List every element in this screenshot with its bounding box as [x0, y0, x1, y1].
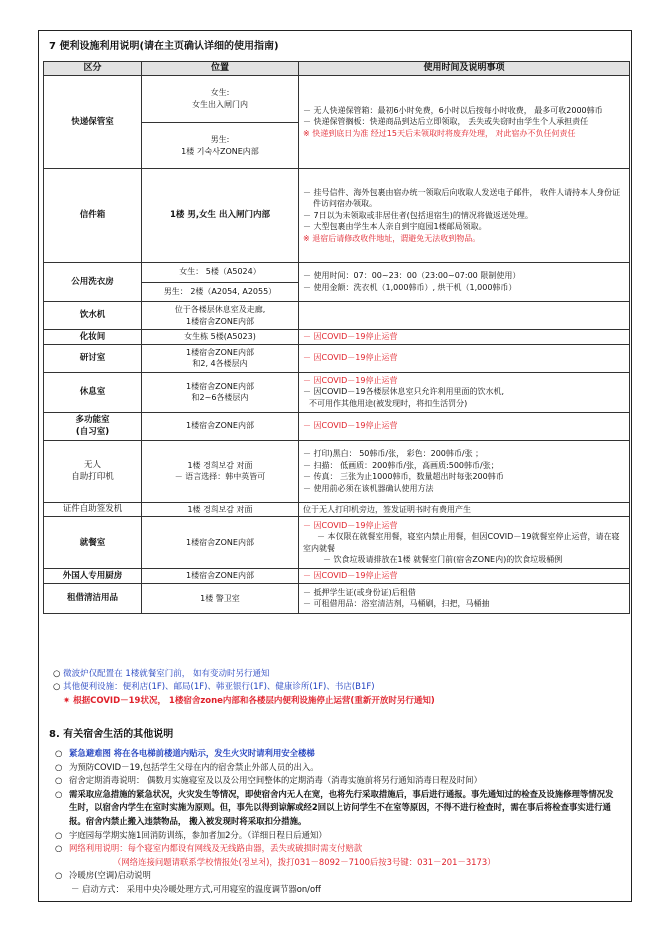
circle-bullet-icon: ○: [53, 682, 61, 693]
loc-mailbox: 1楼 男,女生 出入闸门内部: [142, 169, 299, 263]
rental-line-2: － 可租借用品：浴室清洁剂，马桶刷，扫把，马桶抽: [303, 599, 490, 609]
loc-rental: 1楼 警卫室: [142, 583, 299, 613]
cat-kitchen: 外国人专用厨房: [44, 569, 142, 584]
loc-water: 位于各楼层休息室及走廊, 1楼宿舍ZONE内部: [142, 302, 299, 330]
table-row-makeup: [44, 330, 630, 345]
page: [38, 30, 632, 902]
loc-study: 1楼宿舍ZONE内部: [142, 412, 299, 440]
circle-bullet-icon: ○: [55, 761, 63, 772]
section7-title: 7 便利设施利用说明(请在主页确认详细的使用指南): [49, 41, 279, 52]
list-item: ○ 宇庭园每学期实施1回消防训练，参加者加2分。（详细日程日后通知）: [55, 829, 621, 843]
mailbox-line-3: － 大型包裹由学生本人亲自到宇庭园1楼邮局领取。: [303, 222, 487, 232]
table-row-locker: [44, 76, 630, 169]
table-row-seminar: [44, 344, 630, 372]
circle-bullet-icon: ○: [55, 748, 63, 758]
lounge-line-1: － 因COVID－19停止运营: [303, 375, 398, 385]
loc-lounge: 1楼宿舍ZONE内部 和2~6各楼层内: [142, 372, 299, 412]
loc-locker-female: 女生: 女生出入闸门内: [192, 88, 248, 110]
cat-study: 多功能室 (自习室): [44, 412, 142, 440]
note-study: － 因COVID－19停止运营: [299, 412, 630, 440]
header-location: 位置: [142, 62, 299, 76]
cat-cert: 证件自助签发机: [44, 502, 142, 517]
list-item: ○ 紧急避难图 将在各电梯前楼道内贴示，发生火灾时请利用安全楼梯: [55, 747, 621, 761]
header-usage: 使用时间及说明事项: [299, 62, 630, 76]
printer-line-3: － 传真： 三张为止1000韩币，数量超出时每张200韩币: [303, 472, 504, 482]
note-microwave: ○ 微波炉仅配置在 1楼就餐室门前， 如有变动时另行通知: [53, 669, 270, 679]
lounge-line-2: － 因COVID－19各楼层休息室只允许利用里面的饮水机,: [303, 387, 504, 397]
laundry-line-1: － 使用时间：07：00~23：00（23:00~07:00 限制使用）: [303, 271, 521, 281]
circle-bullet-icon: ○: [55, 788, 63, 799]
loc-makeup: 女生栋 5楼(A5023): [142, 330, 299, 345]
loc-locker-male: 男生: 1楼 기숙사ZONE内部: [142, 122, 298, 168]
note-other-facilities: ○ 其他便利设施：便利店(1F)、邮局(1F)、韩亚银行(1F)、健康诊所(1F)、书店(B1F): [53, 682, 375, 693]
mailbox-line-1: － 挂号信件、海外包裹由宿办统一领取后向收取人发送电子邮件， 收件人请持本人身份证件访问宿办领取。: [303, 187, 621, 209]
circle-bullet-icon: ○: [55, 843, 63, 854]
table-header: [44, 62, 630, 76]
asterisk-icon: ✷: [63, 695, 71, 706]
cat-makeup: 化妆间: [44, 330, 142, 345]
table-row-printer: [44, 440, 630, 502]
dining-line-1: － 因COVID－19停止运营: [303, 520, 398, 530]
note-kitchen: － 因COVID－19停止运营: [299, 569, 630, 584]
note-covid: ✷ 根据COVID－19状况， 1楼宿舍zone内部和各楼层内便利设施停止运营(重新开放时另行通知): [63, 695, 435, 706]
table-row-laundry: [44, 263, 630, 302]
table-row-mailbox: [44, 169, 630, 263]
loc-laundry-female: 女生： 5楼（A5024）: [179, 267, 261, 277]
list-item: ○ 需采取应急措施的紧急状况，火灾发生等情况，即使宿舍内无人在宽，也将先行采取措施后，事后进行通报。事先通知过的检查及设施修理等情况发生时，以宿舍内学生在室时实施为原则。但，事先以得到谅解或经2回以上访问学生不在室等原因，不得不进行检查时，需在事后将检查事实进行通报。宿舍内禁止搬入违禁物品， 搬入被发现时将采取扣分措施。: [55, 788, 621, 829]
locker-line-2: － 快递保管搁板：快递商品到达后立即领取， 丢失或失窃时由学生个人承担责任: [303, 117, 589, 127]
section8-list: [55, 747, 621, 897]
printer-line-1: － 打印)黑白： 50韩币/张， 彩色：200韩币/张 ；: [303, 448, 484, 458]
loc-dining: 1楼宿舍ZONE内部: [142, 517, 299, 569]
laundry-line-2: － 使用金额：洗衣机（1,000韩币）, 烘干机（1,000韩币）: [303, 283, 517, 293]
cat-dining: 就餐室: [44, 517, 142, 569]
dining-line-3: － 饮食垃圾请排放在1楼 就餐室门前(宿舍ZONE内)的饮食垃圾桶例: [323, 555, 563, 565]
mailbox-line-4: ※ 退宿后请修改收件地址，谓避免无法收到物品。: [303, 233, 481, 243]
table-row-rental: [44, 583, 630, 613]
table-row-lounge: [44, 372, 630, 412]
loc-seminar: 1楼宿舍ZONE内部 和2, 4各楼层内: [142, 344, 299, 372]
mailbox-line-2: － 7日以为未领取或非居住者(包括退宿生)的情况将做返送处理。: [303, 210, 533, 220]
cat-rental: 租借清洁用品: [44, 583, 142, 613]
list-item: （网络连接问题请联系学校情报处(정보처)，拨打031－8092－7100后按3号键：031－201－3173）: [113, 856, 496, 867]
cat-water: 饮水机: [44, 302, 142, 330]
printer-line-2: － 扫描： 低画质：200韩币/张，高画质:500韩币/张；: [303, 460, 499, 470]
note-cert: 位于无人打印机旁边，签发证明书时有费用产生: [299, 502, 630, 517]
list-item: ○ 为预防COVID－19,包括学生父母在内的宿舍禁止外部人员的出入。: [55, 761, 621, 775]
table-row-kitchen: [44, 569, 630, 584]
locker-line-3: ※ 快递到底日为准 经过15天后未领取时将废弃处理， 对此宿办不负任何责任: [303, 128, 576, 138]
list-item: ○ 网络利用说明：每个寝室内都设有网线及无线路由器，丢失或破损时需支付赔款: [55, 842, 621, 856]
header-category: 区分: [44, 62, 142, 76]
circle-bullet-icon: ○: [55, 775, 63, 786]
section7-notes: [53, 668, 623, 708]
note-makeup: － 因COVID－19停止运营: [299, 330, 630, 345]
table-row-water: [44, 302, 630, 330]
facility-table: [43, 61, 630, 614]
lounge-line-3: 不可用作其他用途(被发现时，将扣生活罚分): [309, 398, 468, 408]
cat-mailbox: 信件箱: [44, 169, 142, 263]
circle-bullet-icon: ○: [55, 829, 63, 840]
loc-printer: 1楼 경희보감 对面 － 语言选择：韩中英皆可: [142, 440, 299, 502]
list-item: ○ 宿舍定期消毒说明： 偶数月实施寝室及以及公用空间整体的定期消毒（消毒实施前将另行通知消毒日程及时间）: [55, 774, 621, 788]
table-row-dining: [44, 517, 630, 569]
circle-bullet-icon: ○: [53, 669, 61, 679]
dining-line-2: － 本仅限在就餐室用餐，寝室内禁止用餐，但因COVID－19就餐室停止运营，请在寝室内就餐: [303, 532, 620, 553]
cat-lounge: 休息室: [44, 372, 142, 412]
printer-line-4: － 使用前必须在该机器确认使用方法: [303, 483, 434, 493]
table-row-study: [44, 412, 630, 440]
circle-bullet-icon: ○: [55, 870, 63, 881]
loc-kitchen: 1楼宿舍ZONE内部: [142, 569, 299, 584]
list-item: ○ 冷暖房(空调)启动说明: [55, 869, 621, 883]
table-row-cert: [44, 502, 630, 517]
list-item: － 启动方式： 采用中央冷暖处理方式,可用寝室的温度调节器on/off: [71, 884, 321, 895]
loc-laundry-male: 男生： 2楼（A2054, A2055）: [142, 282, 298, 301]
rental-line-1: － 抵押学生证(或身份证)后租借: [303, 587, 416, 597]
locker-line-1: － 无人快递保管箱：最初6小时免费，6小时以后按每小时收费， 最多可收2000韩币: [303, 105, 603, 115]
cat-locker: 快递保管室: [44, 76, 142, 169]
cat-laundry: 公用洗衣房: [44, 263, 142, 302]
note-seminar: － 因COVID－19停止运营: [299, 344, 630, 372]
cat-printer: 无人 自助打印机: [44, 440, 142, 502]
section8-title: 8. 有关宿舍生活的其他说明: [49, 729, 174, 740]
loc-cert: 1楼 경희보감 对面: [142, 502, 299, 517]
cat-seminar: 研讨室: [44, 344, 142, 372]
